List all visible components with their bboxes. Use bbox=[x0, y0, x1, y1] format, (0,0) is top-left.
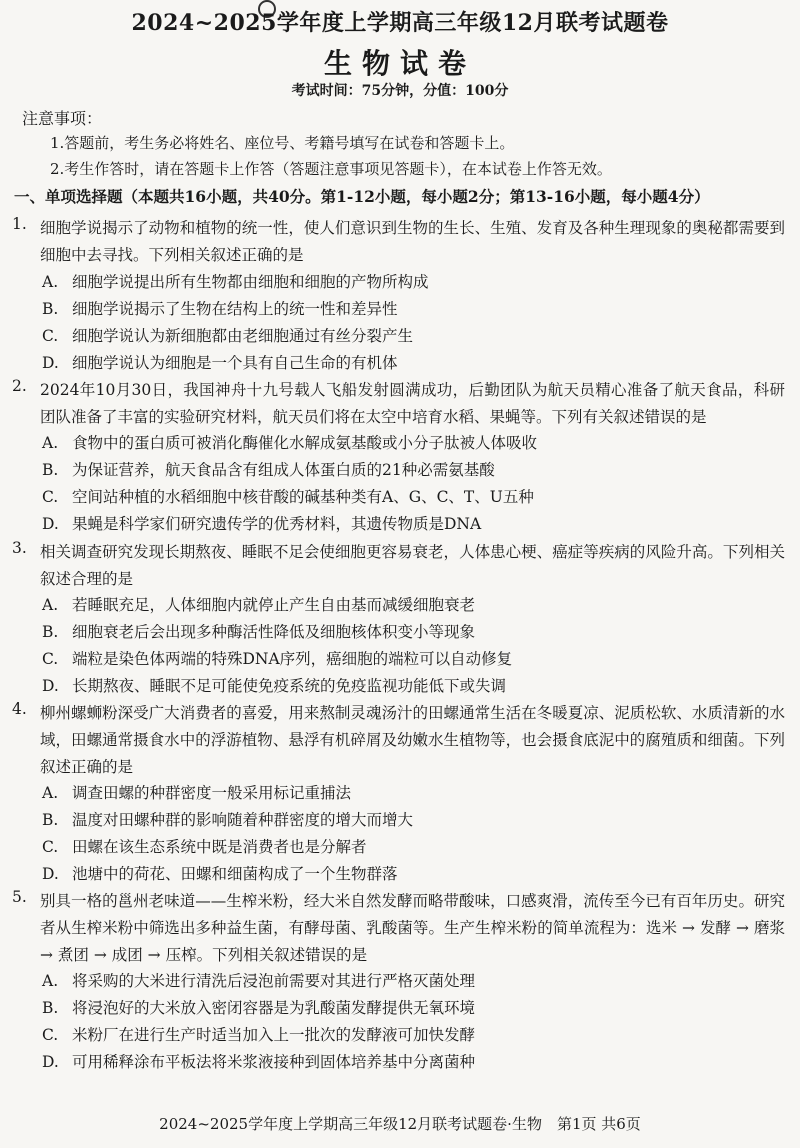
option bbox=[42, 458, 495, 480]
option bbox=[42, 620, 475, 642]
option-letter: D. bbox=[42, 354, 59, 372]
option bbox=[42, 808, 413, 830]
question-number: 3. bbox=[12, 539, 27, 557]
option-text: 细胞学说提出所有生物都由细胞和细胞的产物所构成 bbox=[72, 273, 429, 291]
option-text: 米粉厂在进行生产时适当加入上一批次的发酵液可加快发酵 bbox=[72, 1026, 476, 1044]
option bbox=[42, 1050, 475, 1072]
question-number: 1. bbox=[12, 215, 27, 233]
option-text: 细胞衰老后会出现多种酶活性降低及细胞核体积变小等现象 bbox=[72, 623, 476, 641]
option-text: 长期熬夜、睡眠不足可能使免疫系统的免疫监视功能低下或失调 bbox=[72, 677, 507, 695]
option-letter: D. bbox=[42, 1053, 59, 1071]
option-text: 田螺在该生态系统中既是消费者也是分解者 bbox=[72, 838, 367, 856]
option-text: 将采购的大米进行清洗后浸泡前需要对其进行严格灭菌处理 bbox=[72, 972, 476, 990]
option-letter: C. bbox=[42, 327, 59, 345]
option bbox=[42, 1023, 475, 1045]
note-item: 1.答题前，考生务必将姓名、座位号、考籍号填写在试卷和答题卡上。 bbox=[50, 134, 515, 152]
option-letter: B. bbox=[42, 999, 59, 1017]
option bbox=[42, 674, 506, 696]
option-text: 池塘中的荷花、田螺和细菌构成了一个生物群落 bbox=[72, 865, 398, 883]
question-stem: 相关调查研究发现长期熬夜、睡眠不足会使细胞更容易衰老，人体患心梗、癌症等疾病的风险升高。下列相关叙述合理的是 bbox=[40, 543, 785, 588]
option-letter: D. bbox=[42, 515, 59, 533]
option bbox=[42, 996, 475, 1018]
option bbox=[42, 593, 475, 615]
option-letter: D. bbox=[42, 677, 59, 695]
option-text: 若睡眠充足，人体细胞内就停止产生自由基而减缓细胞衰老 bbox=[72, 596, 476, 614]
option-text: 温度对田螺种群的影响随着种群密度的增大而增大 bbox=[72, 811, 414, 829]
option bbox=[42, 351, 398, 373]
option bbox=[42, 431, 537, 453]
question-stem: 柳州螺蛳粉深受广大消费者的喜爱，用来熬制灵魂汤汁的田螺通常生活在冬暖夏凉、泥质松软、水质清新的水域，田螺通常摄食水中的浮游植物、悬浮有机碎屑及幼嫩水生植物等，也会摄食底泥中的腐殖质和细菌。下列叙述正确的是 bbox=[40, 704, 785, 776]
option-letter: A. bbox=[42, 596, 59, 614]
option-letter: C. bbox=[42, 1026, 59, 1044]
option bbox=[42, 485, 534, 507]
option-text: 细胞学说揭示了生物在结构上的统一性和差异性 bbox=[72, 300, 398, 318]
question-stem: 2024年10月30日，我国神舟十九号载人飞船发射圆满成功，后勤团队为航天员精心准备了航天食品，科研团队准备了丰富的实验研究材料，航天员们将在太空中培育水稻、果蝇等。下列有关叙述错误的是 bbox=[40, 381, 785, 426]
question-stem: 细胞学说揭示了动物和植物的统一性，使人们意识到生物的生长、生殖、发育及各种生理现象的奥秘都需要到细胞中去寻找。下列相关叙述正确的是 bbox=[40, 219, 785, 264]
option bbox=[42, 512, 481, 534]
option bbox=[42, 862, 398, 884]
option-letter: C. bbox=[42, 488, 59, 506]
option-text: 调查田螺的种群密度一般采用标记重捕法 bbox=[72, 784, 352, 802]
option-text: 为保证营养，航天食品含有组成人体蛋白质的21种必需氨基酸 bbox=[72, 461, 495, 479]
option bbox=[42, 835, 367, 857]
option-letter: D. bbox=[42, 865, 59, 883]
option-text: 细胞学说认为细胞是一个具有自己生命的有机体 bbox=[72, 354, 398, 372]
option-text: 果蝇是科学家们研究遗传学的优秀材料，其遗传物质是DNA bbox=[72, 515, 482, 533]
option-letter: B. bbox=[42, 811, 59, 829]
question-number: 4. bbox=[12, 700, 27, 718]
question-stem: 别具一格的邕州老味道——生榨米粉，经大米自然发酵而略带酸味，口感爽滑，流传至今已有百年历史。研究者从生榨米粉中筛选出多种益生菌，有酵母菌、乳酸菌等。生产生榨米粉的简单流程为：选米 → 发酵 → 磨浆 → 煮团 → 成团 → 压榨。下列相关叙述错误的是 bbox=[40, 892, 785, 964]
option-letter: C. bbox=[42, 650, 59, 668]
option bbox=[42, 969, 475, 991]
notes-title: 注意事项： bbox=[22, 109, 103, 128]
option-letter: A. bbox=[42, 972, 59, 990]
section-title: 一、单项选择题（本题共16小题，共40分。第1-12小题，每小题2分；第13-16小题，每小题4分） bbox=[14, 187, 710, 206]
option bbox=[42, 647, 512, 669]
option-text: 细胞学说认为新细胞都由老细胞通过有丝分裂产生 bbox=[72, 327, 414, 345]
option-text: 食物中的蛋白质可被消化酶催化水解成氨基酸或小分子肽被人体吸收 bbox=[72, 434, 538, 452]
option bbox=[42, 324, 413, 346]
subject-title: 生物试卷 bbox=[323, 47, 476, 80]
option-letter: B. bbox=[42, 300, 59, 318]
question-number: 5. bbox=[12, 888, 27, 906]
option-letter: B. bbox=[42, 623, 59, 641]
page-footer: 2024~2025学年度上学期高三年级12月联考试题卷·生物 第1页 共6页 bbox=[159, 1115, 641, 1133]
option-letter: A. bbox=[42, 434, 59, 452]
exam-info: 考试时间：75分钟，分值：100分 bbox=[291, 83, 509, 99]
option-text: 端粒是染色体两端的特殊DNA序列，癌细胞的端粒可以自动修复 bbox=[72, 650, 513, 668]
exam-title: 2024~2025学年度上学期高三年级12月联考试题卷 bbox=[131, 10, 669, 36]
option bbox=[42, 781, 351, 803]
option bbox=[42, 270, 429, 292]
option-letter: A. bbox=[42, 784, 59, 802]
option-text: 空间站种植的水稻细胞中核苷酸的碱基种类有A、G、C、T、U五种 bbox=[72, 488, 534, 506]
option bbox=[42, 297, 398, 319]
option-letter: A. bbox=[42, 273, 59, 291]
option-letter: B. bbox=[42, 461, 59, 479]
option-text: 将浸泡好的大米放入密闭容器是为乳酸菌发酵提供无氧环境 bbox=[72, 999, 476, 1017]
option-text: 可用稀释涂布平板法将米浆液接种到固体培养基中分离菌种 bbox=[72, 1053, 476, 1071]
option-letter: C. bbox=[42, 838, 59, 856]
note-item: 2.考生作答时，请在答题卡上作答（答题注意事项见答题卡），在本试卷上作答无效。 bbox=[50, 160, 612, 178]
question-number: 2. bbox=[12, 377, 27, 395]
